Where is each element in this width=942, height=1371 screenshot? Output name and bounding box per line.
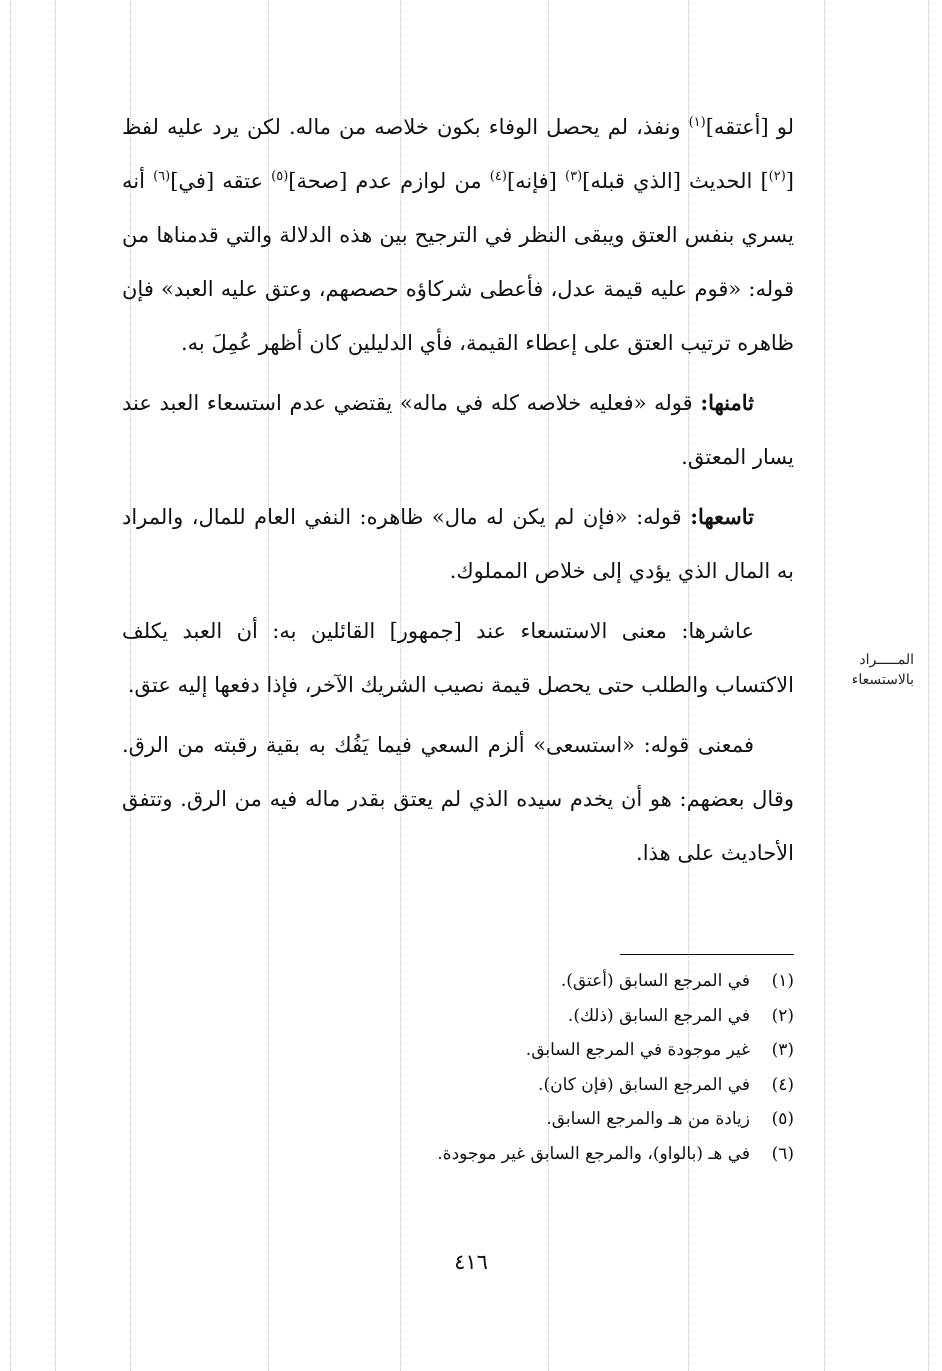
footnote-ref-4[interactable]: (٤) bbox=[489, 169, 507, 184]
footnote-ref-1[interactable]: (١) bbox=[688, 115, 706, 130]
footnote-separator bbox=[620, 954, 794, 955]
footnote-text: زيادة من هـ والمرجع السابق. bbox=[546, 1109, 750, 1129]
footnote-number: (٢) bbox=[771, 1005, 794, 1026]
paragraph-lead: ثامنها: bbox=[700, 390, 754, 415]
paragraph-tenth: عاشرها: معنى الاستسعاء عند [جمهور] القائلين به: أن العبد يكلف الاكتساب والطلب حتى يحصل قيمة نصيب الشريك الآخر، فإذا دفعها إليه عتق. bbox=[122, 619, 794, 697]
footnote-text: في المرجع السابق (أعتق). bbox=[560, 971, 750, 991]
margin-note-line: بالاستسعاء bbox=[851, 672, 914, 688]
main-text bbox=[122, 100, 794, 886]
footnote bbox=[200, 1068, 794, 1103]
footnote bbox=[200, 999, 794, 1034]
footnote bbox=[200, 1102, 794, 1137]
footnote-number: (٤) bbox=[771, 1074, 794, 1095]
page-number: ٤١٦ bbox=[454, 1250, 488, 1274]
footnote-text: في المرجع السابق (ذلك). bbox=[567, 1005, 750, 1026]
footnote-ref-5[interactable]: (٥) bbox=[271, 169, 289, 184]
margin-note-line: المـــــراد bbox=[859, 652, 914, 668]
guide-line bbox=[10, 0, 11, 1371]
paragraph-ninth: تاسعها: قوله: «فإن لم يكن له مال» ظاهره: النفي العام للمال، والمراد به المال الذي يؤدي إلى خلاص المملوك. bbox=[122, 504, 794, 583]
footnote-ref-3[interactable]: (٣) bbox=[565, 169, 583, 184]
footnote-number: (٣) bbox=[771, 1040, 794, 1060]
paragraph-lead: عاشرها: bbox=[681, 619, 754, 643]
footnote-ref-6[interactable]: (٦) bbox=[153, 169, 171, 184]
footnote-number: (١) bbox=[771, 971, 794, 991]
guide-line bbox=[55, 0, 56, 1371]
footnote-text: في هـ (بالواو)، والمرجع السابق غير موجودة. bbox=[437, 1143, 750, 1164]
footnote-text: غير موجودة في المرجع السابق. bbox=[525, 1040, 750, 1060]
margin-note bbox=[804, 650, 914, 690]
footnote-number: (٥) bbox=[771, 1109, 794, 1129]
paragraph-lead: تاسعها: bbox=[690, 504, 754, 529]
footnote-text: في المرجع السابق (فإن كان). bbox=[538, 1074, 750, 1095]
footnote bbox=[200, 964, 794, 999]
footnotes-list bbox=[200, 964, 794, 1171]
footnote bbox=[200, 1137, 794, 1172]
footnote-ref-2[interactable]: (٢) bbox=[768, 169, 786, 184]
paragraph-eighth: ثامنها: قوله «فعليه خلاصه كله في ماله» يقتضي عدم استسعاء العبد عند يسار المعتق. bbox=[122, 390, 794, 469]
guide-line bbox=[928, 0, 929, 1371]
footnote bbox=[200, 1033, 794, 1068]
paragraph-meaning: فمعنى قوله: «استسعى» ألزم السعي فيما يَفُك به بقية رقبته من الرق. وقال بعضهم: هو أن يخدم سيده الذي لم يعتق بقدر ماله فيه من الرق. وتتفق الأحاديث على هذا. bbox=[122, 733, 794, 865]
paragraph-continuation: لو [أعتقه]$^{(١)}$ ونفذ، لم يحصل الوفاء بكون خلاصه من ماله. لكن يرد عليه لفظ [$^{(٢)}$] الحديث [الذي قبله]$^{(٣)}$ [فإنه]$^{(٤)}$ من لوازم عدم [صحة]$^{(٥)}$ عتقه [في]$^{(٦)}$ أنه يسري بنفس العتق ويبقى النظر في الترجيح بين هذه الدلالة والتي قدمناها من قوله: «قوم عليه قيمة عدل، فأعطى شركاؤه حصصهم، وعتق عليه العبد» فإن ظاهره ترتيب العتق على إعطاء القيمة، فأي الدليلين كان أظهر عُمِلَ به. bbox=[122, 115, 794, 355]
footnote-number: (٦) bbox=[771, 1143, 794, 1164]
